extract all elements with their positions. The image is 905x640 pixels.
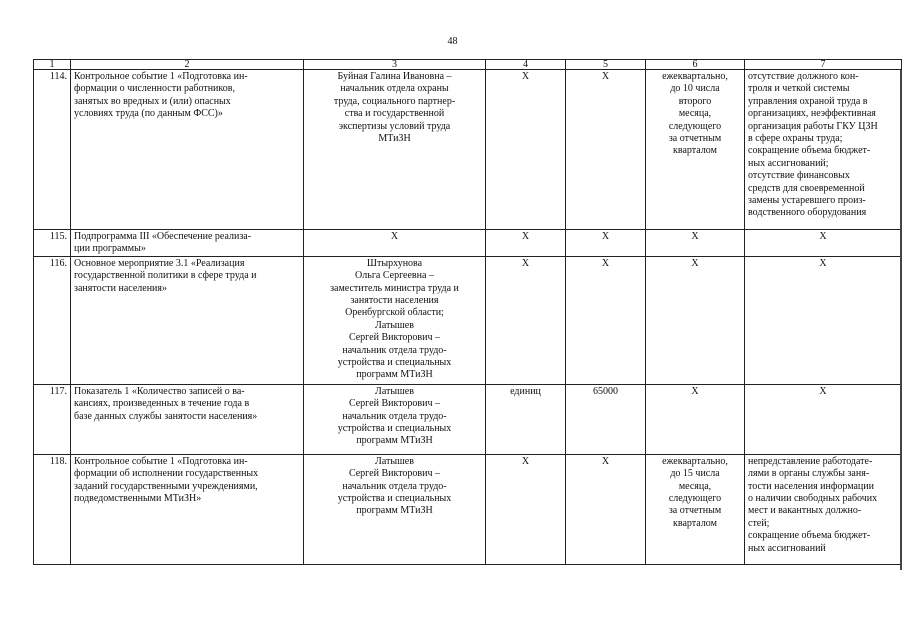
column-number-row xyxy=(34,60,902,70)
deadline-cell: Х xyxy=(646,384,745,454)
scan-edge-mark xyxy=(900,70,902,570)
row-number: 114. xyxy=(34,70,71,230)
value-cell: 65000 xyxy=(566,384,646,454)
event-name: Контрольное событие 1 «Подготовка ин- формации об исполнении государственных заданий государственными учреждениями, подведомственными МТиЗН» xyxy=(71,454,304,564)
unit-cell: Х xyxy=(486,256,566,384)
unit-cell: Х xyxy=(486,70,566,230)
event-name: Подпрограмма III «Обеспечение реализа- ции программы» xyxy=(71,230,304,257)
document-table xyxy=(33,59,902,565)
responsible-person: Штырхунова Ольга Сергеевна – заместитель министра труда и занятости населения Оренбургской области; Латышев Сергей Викторович – начальник отдела трудо- устройства и специальных программ МТиЗН xyxy=(304,256,486,384)
table-row xyxy=(34,256,902,384)
page-number: 48 xyxy=(447,36,458,47)
unit-cell: Х xyxy=(486,454,566,564)
table-row xyxy=(34,70,902,230)
unit-cell: Х xyxy=(486,230,566,257)
event-name: Контрольное событие 1 «Подготовка ин- формации о численности работников, занятых во вредных и (или) опасных условиях труда (по данным ФСС)» xyxy=(71,70,304,230)
risk-cell: Х xyxy=(745,384,902,454)
value-cell: Х xyxy=(566,256,646,384)
deadline-cell: ежеквартально, до 10 числа второго месяца, следующего за отчетным кварталом xyxy=(646,70,745,230)
table-row xyxy=(34,384,902,454)
deadline-cell: ежеквартально, до 15 числа месяца, следующего за отчетным кварталом xyxy=(646,454,745,564)
responsible-person: Х xyxy=(304,230,486,257)
column-header-3: 3 xyxy=(304,60,486,70)
column-header-1: 1 xyxy=(34,60,71,70)
risk-cell: Х xyxy=(745,230,902,257)
column-header-5: 5 xyxy=(566,60,646,70)
risk-cell: непредставление работодате- лями в органы службы заня- тости населения информации о наличии свободных рабочих мест и вакантных должно- стей; сокращение объема бюджет- ных ассигнований xyxy=(745,454,902,564)
risk-cell: Х xyxy=(745,256,902,384)
deadline-cell: Х xyxy=(646,230,745,257)
row-number: 116. xyxy=(34,256,71,384)
responsible-person: Латышев Сергей Викторович – начальник отдела трудо- устройства и специальных программ МТиЗН xyxy=(304,384,486,454)
column-header-4: 4 xyxy=(486,60,566,70)
event-name: Показатель 1 «Количество записей о ва- кансиях, произведенных в течение года в базе данных службы занятости населения» xyxy=(71,384,304,454)
value-cell: Х xyxy=(566,70,646,230)
unit-cell: единиц xyxy=(486,384,566,454)
deadline-cell: Х xyxy=(646,256,745,384)
column-header-2: 2 xyxy=(71,60,304,70)
event-name: Основное мероприятие 3.1 «Реализация государственной политики в сфере труда и занятости населения» xyxy=(71,256,304,384)
table-row xyxy=(34,454,902,564)
risk-cell: отсутствие должного кон- троля и четкой системы управления охраной труда в организациях, неэффективная организация работы ГКУ ЦЗН в сфере охраны труда; сокращение объема бюджет- ных ассигнований; отсутствие финансовых средств для своевременной замены устаревшего произ- водственного оборудования xyxy=(745,70,902,230)
column-header-7: 7 xyxy=(745,60,902,70)
column-header-6: 6 xyxy=(646,60,745,70)
value-cell: Х xyxy=(566,230,646,257)
row-number: 115. xyxy=(34,230,71,257)
row-number: 117. xyxy=(34,384,71,454)
responsible-person: Буйная Галина Ивановна – начальник отдела охраны труда, социального партнер- ства и государственной экспертизы условий труда МТиЗН xyxy=(304,70,486,230)
row-number: 118. xyxy=(34,454,71,564)
table-row xyxy=(34,230,902,257)
responsible-person: Латышев Сергей Викторович – начальник отдела трудо- устройства и специальных программ МТиЗН xyxy=(304,454,486,564)
value-cell: Х xyxy=(566,454,646,564)
